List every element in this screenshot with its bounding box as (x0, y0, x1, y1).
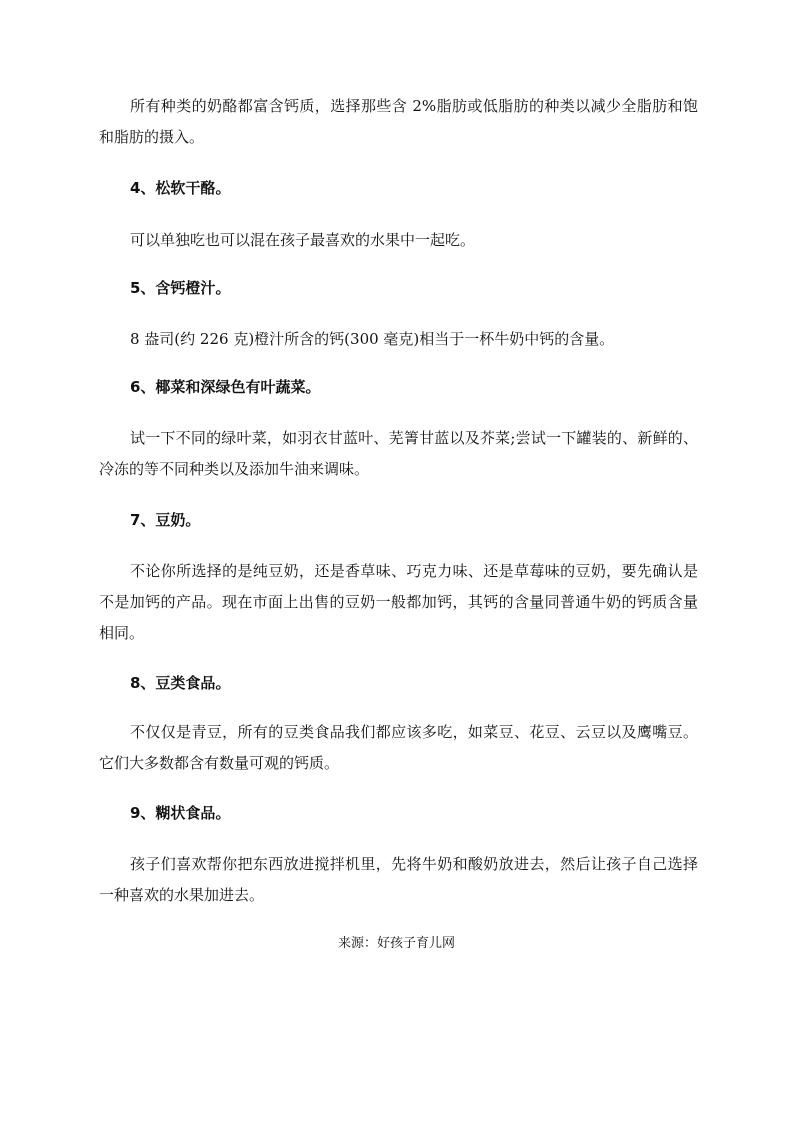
item-8-body: 不仅仅是青豆，所有的豆类食品我们都应该多吃，如菜豆、花豆、云豆以及鹰嘴豆。它们大多数都含有数量可观的钙质。 (99, 723, 698, 772)
item-7-heading: 7、豆奶。 (130, 511, 201, 529)
intro-paragraph: 所有种类的奶酪都富含钙质，选择那些含 2%脂肪或低脂肪的种类以减少全脂肪和饱和脂肪的摄入。 (99, 97, 698, 146)
item-4-body: 可以单独吃也可以混在孩子最喜欢的水果中一起吃。 (130, 231, 476, 249)
item-9-heading: 9、糊状食品。 (130, 804, 231, 822)
item-4-heading: 4、松软干酪。 (130, 179, 231, 197)
item-5-body: 8 盎司(约 226 克)橙汁所含的钙(300 毫克)相当于一杯牛奶中钙的含量。 (130, 330, 615, 348)
source-credit: 来源：好孩子育儿网 (337, 936, 455, 951)
item-7-body: 不论你所选择的是纯豆奶，还是香草味、巧克力味、还是草莓味的豆奶，要先确认是不是加钙的产品。现在市面上出售的豆奶一般都加钙，其钙的含量同普通牛奶的钙质含量相同。 (99, 562, 698, 642)
item-6-heading: 6、椰菜和深绿色有叶蔬菜。 (130, 378, 321, 396)
item-8-heading: 8、豆类食品。 (130, 674, 231, 692)
item-5-heading: 5、含钙橙汁。 (130, 279, 231, 297)
item-6-body: 试一下不同的绿叶菜，如羽衣甘蓝叶、芜箐甘蓝以及芥菜;尝试一下罐装的、新鲜的、冷冻的等不同种类以及添加牛油来调味。 (99, 429, 698, 478)
item-9-body: 孩子们喜欢帮你把东西放进搅拌机里，先将牛奶和酸奶放进去，然后让孩子自己选择一种喜欢的水果加进去。 (99, 855, 698, 904)
